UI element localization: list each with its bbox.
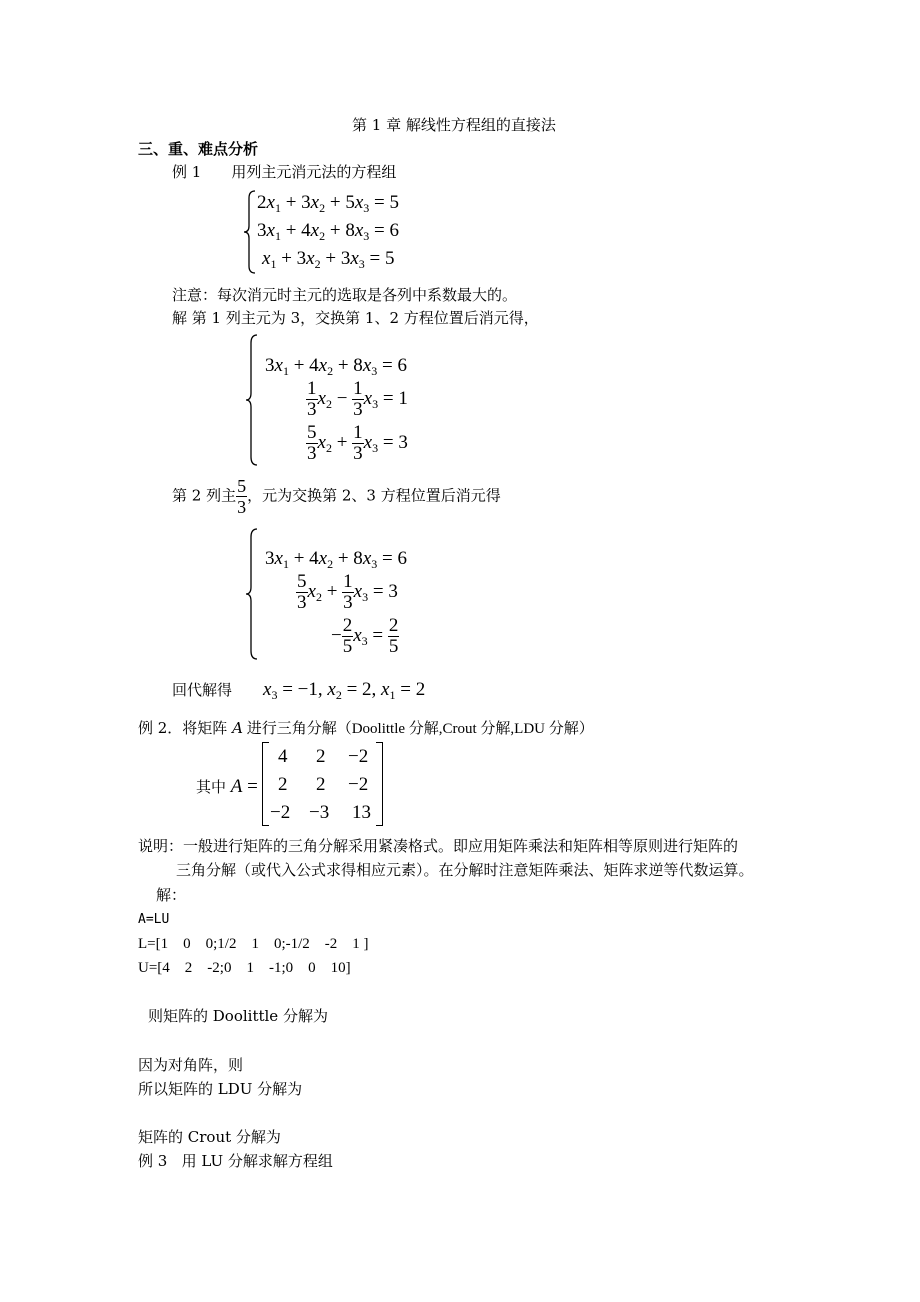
brace-2 — [245, 334, 259, 466]
page-title: 第 1 章 解线性方程组的直接法 — [352, 116, 556, 134]
explanation-line-2: 三角分解（或代入公式求得相应元素）。在分解时注意矩阵乘法、矩阵求逆等代数运算。 — [176, 861, 754, 879]
matrix-cell: 13 — [352, 802, 371, 823]
u-matrix-text: U=[4 2 -2;0 1 -1;0 0 10] — [138, 960, 351, 976]
matrix-cell: 2 — [278, 774, 288, 795]
brace-3 — [245, 528, 259, 660]
example-1-text: 用列主元消元法的方程组 — [231, 163, 397, 181]
brace-1 — [243, 190, 257, 274]
l-matrix-text: L=[1 0 0;1/2 1 0;-1/2 -2 1 ] — [138, 936, 369, 952]
solution-step-2: 第 2 列主 $\frac{5}{3}$ ，元为交换第 2、3 方程位置后消元得 — [172, 476, 501, 517]
crout-text: 矩阵的 Crout 分解为 — [138, 1128, 281, 1146]
note-text: 注意：每次消元时主元的选取是各列中系数最大的。 — [172, 286, 518, 304]
matrix-label: 其中 A = — [196, 776, 258, 797]
back-substitution-result: $x_3 = -1$, $x_2 = 2$, $x_1 = 2$ — [263, 679, 426, 702]
equation-row: $\frac{5}{3}$ $x_2$ + $\frac{1}{3}$ $x_3 = 3$ — [297, 571, 398, 613]
matrix-cell: −3 — [309, 802, 330, 823]
example-1-intro — [172, 163, 396, 181]
matrix-cell: 2 — [316, 746, 326, 767]
example-3-heading: 例 3 用 LU 分解求解方程组 — [138, 1152, 333, 1170]
a-equals-lu: A=LU — [138, 912, 170, 927]
matrix-cell: −2 — [270, 802, 291, 823]
section-heading: 三、重、难点分析 — [138, 140, 259, 158]
equation-row: $\frac{5}{3}$ $x_2$ + $\frac{1}{3}$ $x_3 = 3$ — [307, 422, 408, 464]
diagonal-text: 因为对角阵，则 — [138, 1056, 244, 1074]
equation-row: $\frac{1}{3}$ $x_2$ − $\frac{1}{3}$ $x_3 = 1$ — [307, 378, 408, 420]
equation-row: $2x_1 + 3x_2 + 5x_3 = 5$ — [257, 192, 399, 215]
back-substitution-label: 回代解得 — [172, 681, 233, 699]
solution-label: 解： — [156, 886, 187, 904]
example-1-label: 例 1 — [172, 163, 202, 181]
matrix-cell: 4 — [278, 746, 288, 767]
doolittle-text: 则矩阵的 Doolittle 分解为 — [148, 1007, 328, 1025]
equation-row: $3x_1 + 4x_2 + 8x_3 = 6$ — [257, 220, 399, 243]
equation-row: $3x_1 + 4x_2 + 8x_3 = 6$ — [265, 548, 407, 571]
matrix-cell: −2 — [348, 774, 369, 795]
ldu-text: 所以矩阵的 LDU 分解为 — [138, 1080, 303, 1098]
matrix-left-bracket — [262, 742, 269, 826]
explanation-line-1: 说明：一般进行矩阵的三角分解采用紧凑格式。即应用矩阵乘法和矩阵相等原则进行矩阵的 — [138, 837, 739, 855]
equation-row: − $\frac{2}{5}$ $x_3$ = $\frac{2}{5}$ — [331, 615, 399, 657]
matrix-right-bracket — [376, 742, 383, 826]
matrix-cell: −2 — [348, 746, 369, 767]
matrix-cell: 2 — [316, 774, 326, 795]
solution-step-1: 解 第 1 列主元为 3，交换第 1、2 方程位置后消元得， — [172, 309, 539, 327]
equation-row: $x_1 + 3x_2 + 3x_3 = 5$ — [262, 248, 395, 271]
example-2-heading: 例 2．将矩阵 A 进行三角分解（Doolittle 分解,Crout 分解,LDU 分解） — [138, 719, 594, 737]
equation-row: $3x_1 + 4x_2 + 8x_3 = 6$ — [265, 355, 407, 378]
